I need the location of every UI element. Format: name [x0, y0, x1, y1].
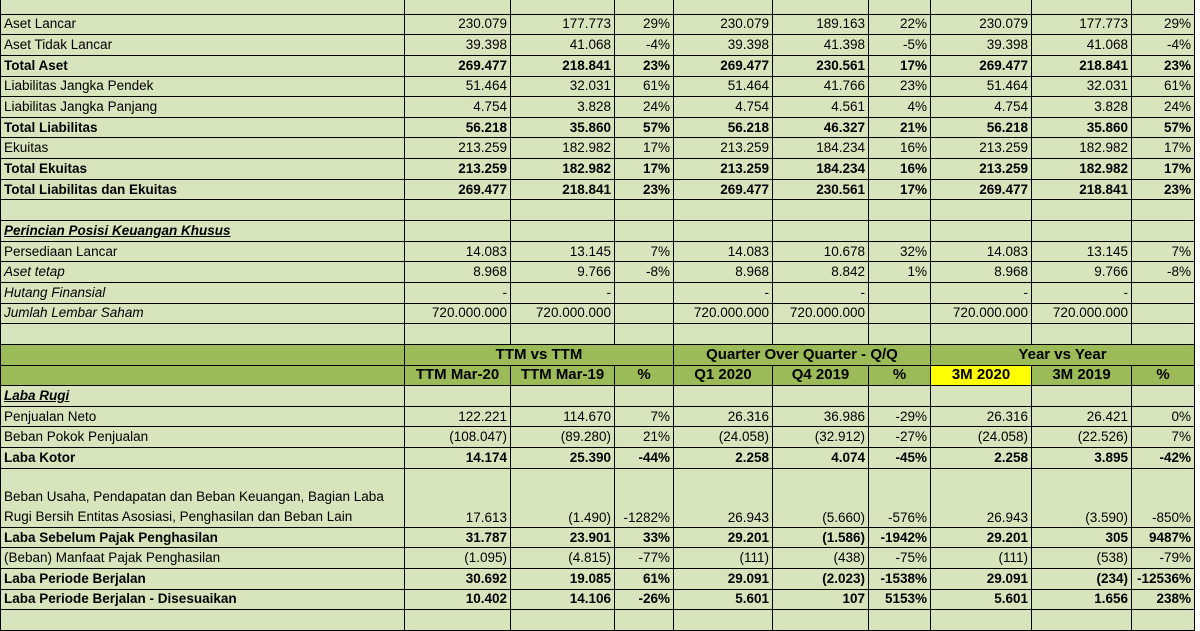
value-cell: -26% [615, 589, 674, 610]
value-cell: 8.968 [674, 262, 773, 283]
value-cell [869, 200, 931, 221]
value-cell: 720.000.000 [405, 303, 511, 324]
value-cell [615, 0, 674, 14]
value-cell [1032, 610, 1132, 631]
value-cell [931, 324, 1032, 345]
value-cell: 56.218 [674, 117, 773, 138]
value-cell: -42% [1132, 448, 1195, 469]
value-cell: 184.234 [773, 138, 869, 159]
value-cell: -8% [615, 262, 674, 283]
value-cell: 33% [615, 527, 674, 548]
value-cell: -850% [1132, 468, 1195, 527]
row-label: Aset Lancar [1, 14, 405, 35]
value-cell: -12536% [1132, 569, 1195, 590]
value-cell [615, 303, 674, 324]
value-cell: (4.815) [511, 548, 615, 569]
value-cell: 182.982 [511, 159, 615, 180]
value-cell: 10.402 [405, 589, 511, 610]
value-cell: (3.590) [1032, 468, 1132, 527]
income-statement-section [1, 406, 1195, 630]
value-cell: 189.163 [773, 14, 869, 35]
value-cell [1132, 303, 1195, 324]
value-cell: -4% [615, 35, 674, 56]
value-cell [869, 610, 931, 631]
value-cell [511, 324, 615, 345]
column-header-row [1, 365, 1195, 386]
value-cell: 230.079 [674, 14, 773, 35]
table-row [1, 527, 1195, 548]
value-cell: 31.787 [405, 527, 511, 548]
value-cell: -5% [869, 35, 931, 56]
table-row [1, 324, 1195, 345]
col-header-q4-2019: Q4 2019 [773, 365, 869, 386]
table-row [1, 159, 1195, 180]
col-header-ttm-mar20: TTM Mar-20 [405, 365, 511, 386]
value-cell [1132, 610, 1195, 631]
row-label: Penjualan Neto [1, 406, 405, 427]
value-cell: 5.601 [674, 589, 773, 610]
value-cell: 182.982 [1032, 138, 1132, 159]
group-header-yoy: Year vs Year [931, 344, 1195, 365]
value-cell [511, 0, 615, 14]
table-row [1, 468, 1195, 527]
value-cell: 21% [869, 117, 931, 138]
value-cell: 213.259 [931, 138, 1032, 159]
col-header-3m-2019: 3M 2019 [1032, 365, 1132, 386]
value-cell: (2.023) [773, 569, 869, 590]
row-label: Laba Periode Berjalan - Disesuaikan [1, 589, 405, 610]
value-cell: 3.895 [1032, 448, 1132, 469]
value-cell: 305 [1032, 527, 1132, 548]
value-cell: 0% [1132, 406, 1195, 427]
balance-sheet-section [1, 0, 1195, 221]
value-cell: 23% [1132, 55, 1195, 76]
section-title-pl: Laba Rugi [1, 386, 405, 407]
value-cell: 3.828 [511, 97, 615, 118]
value-cell [931, 610, 1032, 631]
special-position-section [1, 221, 1195, 242]
value-cell: 17% [615, 138, 674, 159]
value-cell: 4.754 [931, 97, 1032, 118]
value-cell: (89.280) [511, 427, 615, 448]
value-cell: 51.464 [931, 76, 1032, 97]
value-cell: 7% [615, 406, 674, 427]
value-cell [931, 200, 1032, 221]
col-header-3m-2020: 3M 2020 [931, 365, 1032, 386]
value-cell: 29% [1132, 14, 1195, 35]
value-cell [773, 200, 869, 221]
row-label: Aset tetap [1, 262, 405, 283]
value-cell: 29.201 [931, 527, 1032, 548]
row-label: Total Liabilitas [1, 117, 405, 138]
row-label: Laba Periode Berjalan [1, 569, 405, 590]
section-header-row [1, 386, 1195, 407]
value-cell: 218.841 [511, 179, 615, 200]
value-cell: - [405, 282, 511, 303]
row-label: Jumlah Lembar Saham [1, 303, 405, 324]
value-cell: 61% [1132, 76, 1195, 97]
table-row [1, 262, 1195, 283]
value-cell: 9.766 [1032, 262, 1132, 283]
value-cell: 51.464 [405, 76, 511, 97]
value-cell: 30.692 [405, 569, 511, 590]
table-row [1, 179, 1195, 200]
value-cell: - [674, 282, 773, 303]
value-cell: 213.259 [674, 138, 773, 159]
row-label [1, 0, 405, 14]
value-cell: 39.398 [405, 35, 511, 56]
table-row [1, 589, 1195, 610]
value-cell: 8.968 [931, 262, 1032, 283]
value-cell: 4.561 [773, 97, 869, 118]
row-label: Hutang Finansial [1, 282, 405, 303]
value-cell: 8.968 [405, 262, 511, 283]
value-cell: 29.201 [674, 527, 773, 548]
value-cell: 56.218 [405, 117, 511, 138]
value-cell: 2.258 [931, 448, 1032, 469]
row-label: (Beban) Manfaat Pajak Penghasilan [1, 548, 405, 569]
value-cell: 720.000.000 [1032, 303, 1132, 324]
group-header-ttm: TTM vs TTM [405, 344, 674, 365]
value-cell: - [511, 282, 615, 303]
value-cell: (111) [931, 548, 1032, 569]
value-cell: 3.828 [1032, 97, 1132, 118]
value-cell: 213.259 [931, 159, 1032, 180]
row-label: Ekuitas [1, 138, 405, 159]
value-cell: 23% [615, 55, 674, 76]
value-cell: 19.085 [511, 569, 615, 590]
value-cell: -8% [1132, 262, 1195, 283]
value-cell: 1% [869, 262, 931, 283]
table-row [1, 55, 1195, 76]
value-cell: 23% [1132, 179, 1195, 200]
table-row [1, 76, 1195, 97]
value-cell: (108.047) [405, 427, 511, 448]
table-row [1, 200, 1195, 221]
value-cell [931, 0, 1032, 14]
value-cell: 230.561 [773, 55, 869, 76]
value-cell [615, 324, 674, 345]
value-cell: 26.421 [1032, 406, 1132, 427]
value-cell: 17% [1132, 159, 1195, 180]
table-row [1, 138, 1195, 159]
row-label: Persediaan Lancar [1, 241, 405, 262]
value-cell: 26.943 [931, 468, 1032, 527]
value-cell: 57% [615, 117, 674, 138]
value-cell [615, 610, 674, 631]
value-cell: 57% [1132, 117, 1195, 138]
value-cell: 29.091 [674, 569, 773, 590]
value-cell: 5.601 [931, 589, 1032, 610]
value-cell: -44% [615, 448, 674, 469]
value-cell [674, 200, 773, 221]
value-cell: 230.561 [773, 179, 869, 200]
value-cell: 13.145 [1032, 241, 1132, 262]
value-cell: -1282% [615, 468, 674, 527]
value-cell: (22.526) [1032, 427, 1132, 448]
value-cell: 4.754 [674, 97, 773, 118]
section-header-row [1, 221, 1195, 242]
col-header-qoq-pct: % [869, 365, 931, 386]
value-cell [674, 0, 773, 14]
value-cell: -576% [869, 468, 931, 527]
value-cell: 7% [615, 241, 674, 262]
value-cell: 177.773 [1032, 14, 1132, 35]
value-cell: 218.841 [1032, 55, 1132, 76]
value-cell: 41.068 [1032, 35, 1132, 56]
value-cell [773, 610, 869, 631]
row-label: Aset Tidak Lancar [1, 35, 405, 56]
table-row [1, 0, 1195, 14]
value-cell: 17% [1132, 138, 1195, 159]
group-header-qoq: Quarter Over Quarter - Q/Q [674, 344, 931, 365]
value-cell: 213.259 [405, 138, 511, 159]
value-cell: 61% [615, 76, 674, 97]
value-cell: 177.773 [511, 14, 615, 35]
row-label: Liabilitas Jangka Pendek [1, 76, 405, 97]
value-cell: 16% [869, 138, 931, 159]
value-cell: 32.031 [511, 76, 615, 97]
value-cell: -1942% [869, 527, 931, 548]
value-cell: 720.000.000 [773, 303, 869, 324]
value-cell: 23.901 [511, 527, 615, 548]
special-position-rows [1, 241, 1195, 344]
value-cell: 14.083 [674, 241, 773, 262]
value-cell: 184.234 [773, 159, 869, 180]
value-cell: 182.982 [1032, 159, 1132, 180]
value-cell: 107 [773, 589, 869, 610]
value-cell: 14.174 [405, 448, 511, 469]
table-row [1, 303, 1195, 324]
value-cell: 25.390 [511, 448, 615, 469]
value-cell: 56.218 [931, 117, 1032, 138]
value-cell: 23% [869, 76, 931, 97]
table-row [1, 117, 1195, 138]
value-cell [1132, 324, 1195, 345]
value-cell [1032, 200, 1132, 221]
value-cell: -45% [869, 448, 931, 469]
value-cell: 24% [615, 97, 674, 118]
value-cell: 218.841 [511, 55, 615, 76]
value-cell [869, 0, 931, 14]
value-cell: 114.670 [511, 406, 615, 427]
row-label: Liabilitas Jangka Panjang [1, 97, 405, 118]
value-cell: 218.841 [1032, 179, 1132, 200]
value-cell [674, 324, 773, 345]
value-cell: 29% [615, 14, 674, 35]
value-cell: 29.091 [931, 569, 1032, 590]
value-cell: 17% [869, 179, 931, 200]
value-cell: 26.943 [674, 468, 773, 527]
table-row [1, 282, 1195, 303]
value-cell: 22% [869, 14, 931, 35]
value-cell: 35.860 [1032, 117, 1132, 138]
row-label [1, 324, 405, 345]
value-cell: (111) [674, 548, 773, 569]
group-header-row [1, 344, 1195, 365]
value-cell: 17% [869, 55, 931, 76]
value-cell: 9487% [1132, 527, 1195, 548]
col-header-ttm-mar19: TTM Mar-19 [511, 365, 615, 386]
value-cell: -79% [1132, 548, 1195, 569]
value-cell: 51.464 [674, 76, 773, 97]
section-title-special: Perincian Posisi Keuangan Khusus [1, 221, 405, 242]
value-cell: (1.095) [405, 548, 511, 569]
value-cell: 4% [869, 97, 931, 118]
value-cell: 39.398 [674, 35, 773, 56]
value-cell: 182.982 [511, 138, 615, 159]
value-cell: - [931, 282, 1032, 303]
value-cell: 122.221 [405, 406, 511, 427]
table-row [1, 406, 1195, 427]
value-cell: 41.068 [511, 35, 615, 56]
value-cell: 24% [1132, 97, 1195, 118]
value-cell: (24.058) [931, 427, 1032, 448]
value-cell [1132, 0, 1195, 14]
value-cell [615, 200, 674, 221]
value-cell: 720.000.000 [931, 303, 1032, 324]
value-cell [773, 324, 869, 345]
table-row [1, 610, 1195, 631]
value-cell: - [1032, 282, 1132, 303]
value-cell: 230.079 [405, 14, 511, 35]
value-cell: (5.660) [773, 468, 869, 527]
value-cell: 269.477 [405, 55, 511, 76]
value-cell: 23% [615, 179, 674, 200]
value-cell: (438) [773, 548, 869, 569]
table-row [1, 14, 1195, 35]
value-cell: 5153% [869, 589, 931, 610]
table-row [1, 569, 1195, 590]
value-cell: 4.074 [773, 448, 869, 469]
value-cell: 4.754 [405, 97, 511, 118]
value-cell [405, 324, 511, 345]
table-row [1, 427, 1195, 448]
value-cell [674, 610, 773, 631]
value-cell: 2.258 [674, 448, 773, 469]
value-cell: 61% [615, 569, 674, 590]
value-cell: 269.477 [405, 179, 511, 200]
value-cell [1132, 200, 1195, 221]
table-row [1, 97, 1195, 118]
value-cell: 269.477 [674, 179, 773, 200]
value-cell [405, 610, 511, 631]
value-cell: -4% [1132, 35, 1195, 56]
value-cell: 7% [1132, 241, 1195, 262]
row-label: Total Aset [1, 55, 405, 76]
value-cell: 213.259 [405, 159, 511, 180]
value-cell: 720.000.000 [674, 303, 773, 324]
value-cell: 269.477 [931, 55, 1032, 76]
value-cell: -77% [615, 548, 674, 569]
value-cell: 269.477 [931, 179, 1032, 200]
row-label: Laba Sebelum Pajak Penghasilan [1, 527, 405, 548]
value-cell [773, 0, 869, 14]
row-label: Laba Kotor [1, 448, 405, 469]
value-cell [405, 0, 511, 14]
value-cell: -29% [869, 406, 931, 427]
value-cell [869, 282, 931, 303]
table-row [1, 35, 1195, 56]
value-cell: 7% [1132, 427, 1195, 448]
value-cell [405, 200, 511, 221]
table-row [1, 241, 1195, 262]
value-cell: 8.842 [773, 262, 869, 283]
value-cell: 13.145 [511, 241, 615, 262]
col-header-q1-2020: Q1 2020 [674, 365, 773, 386]
table-row [1, 548, 1195, 569]
value-cell: (24.058) [674, 427, 773, 448]
value-cell: 32% [869, 241, 931, 262]
value-cell: 17% [615, 159, 674, 180]
value-cell: (32.912) [773, 427, 869, 448]
value-cell: (234) [1032, 569, 1132, 590]
value-cell: 16% [869, 159, 931, 180]
value-cell: 14.106 [511, 589, 615, 610]
value-cell: 238% [1132, 589, 1195, 610]
row-label: Total Liabilitas dan Ekuitas [1, 179, 405, 200]
value-cell [511, 200, 615, 221]
col-header-ttm-pct: % [615, 365, 674, 386]
row-label [1, 610, 405, 631]
value-cell: 32.031 [1032, 76, 1132, 97]
value-cell: 35.860 [511, 117, 615, 138]
value-cell: 41.398 [773, 35, 869, 56]
value-cell: 10.678 [773, 241, 869, 262]
value-cell: 36.986 [773, 406, 869, 427]
value-cell: (538) [1032, 548, 1132, 569]
value-cell [1032, 0, 1132, 14]
comparison-header [1, 344, 1195, 406]
value-cell: (1.490) [511, 468, 615, 527]
value-cell: 41.766 [773, 76, 869, 97]
value-cell: 46.327 [773, 117, 869, 138]
value-cell [869, 324, 931, 345]
value-cell: 1.656 [1032, 589, 1132, 610]
value-cell: -27% [869, 427, 931, 448]
value-cell: -75% [869, 548, 931, 569]
value-cell: 14.083 [405, 241, 511, 262]
value-cell: 14.083 [931, 241, 1032, 262]
row-label: Beban Pokok Penjualan [1, 427, 405, 448]
col-header-yoy-pct: % [1132, 365, 1195, 386]
value-cell [1132, 282, 1195, 303]
value-cell: -1538% [869, 569, 931, 590]
row-label: Beban Usaha, Pendapatan dan Beban Keuangan, Bagian Laba Rugi Bersih Entitas Asosiasi, Penghasilan dan Beban Lain [1, 468, 405, 527]
value-cell: (1.586) [773, 527, 869, 548]
value-cell [511, 610, 615, 631]
value-cell: 269.477 [674, 55, 773, 76]
value-cell: 720.000.000 [511, 303, 615, 324]
value-cell: 213.259 [674, 159, 773, 180]
value-cell [869, 303, 931, 324]
value-cell: 26.316 [931, 406, 1032, 427]
value-cell: 21% [615, 427, 674, 448]
row-label: Total Ekuitas [1, 159, 405, 180]
value-cell: 230.079 [931, 14, 1032, 35]
row-label [1, 200, 405, 221]
value-cell: 39.398 [931, 35, 1032, 56]
value-cell: 17.613 [405, 468, 511, 527]
value-cell [1032, 324, 1132, 345]
table-row [1, 448, 1195, 469]
value-cell: 9.766 [511, 262, 615, 283]
value-cell: - [773, 282, 869, 303]
value-cell [615, 282, 674, 303]
value-cell: 26.316 [674, 406, 773, 427]
